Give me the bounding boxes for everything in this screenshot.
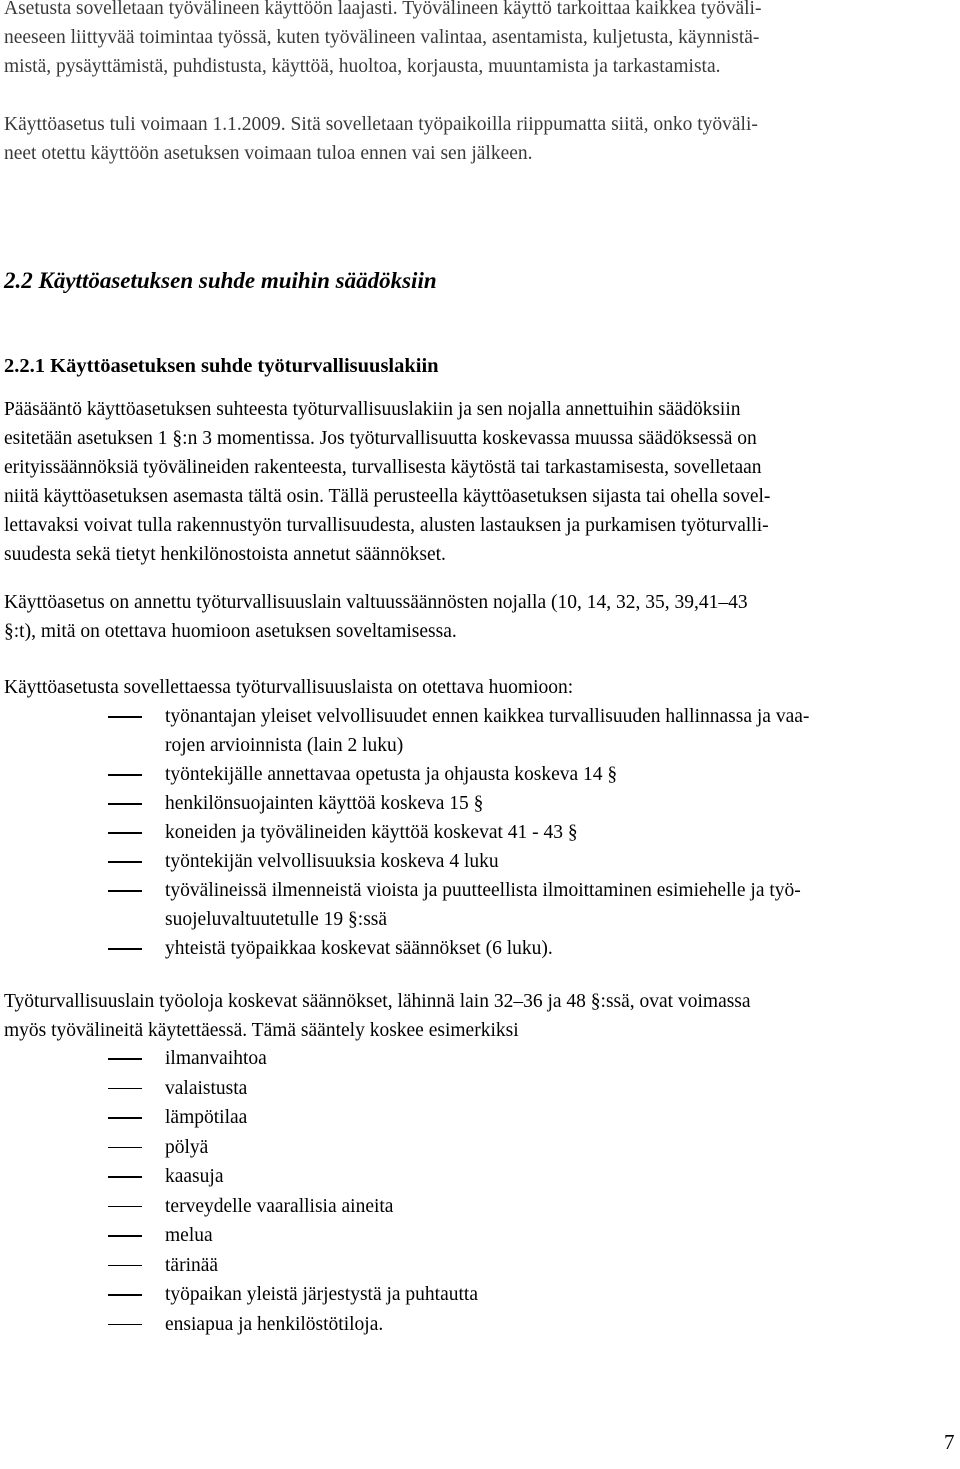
text-line: suudesta sekä tietyt henkilönostoista annetut säännökset. (4, 544, 446, 565)
dash-bullet-icon (108, 774, 142, 776)
intro-paragraph (4, 0, 944, 81)
list-item-text: työntekijän velvollisuuksia koskeva 4 luku (165, 851, 499, 872)
dash-bullet-icon (108, 861, 142, 863)
dash-bullet-icon (108, 716, 142, 718)
list-intro: Käyttöasetusta sovellettaessa työturvallisuuslaista on otettava huomioon: (4, 677, 574, 698)
page-number: 7 (944, 1430, 955, 1454)
text-line: esitetään asetuksen 1 §:n 3 momentissa. Jos työturvallisuutta koskevassa muussa säädöksessä on (4, 428, 757, 449)
text-line: Asetusta sovelletaan työvälineen käyttöön laajasti. Työvälineen käyttö tarkoittaa kaikkea työväli- (4, 0, 762, 19)
list-item-text: tärinää (165, 1254, 219, 1276)
paragraph-relation (4, 395, 944, 569)
dash-bullet-icon (108, 1117, 142, 1119)
dash-bullet-icon (108, 1324, 142, 1326)
list-item-text: koneiden ja työvälineiden käyttöä koskevat 41 - 43 § (165, 822, 578, 843)
section-heading: 2.2 Käyttöasetuksen suhde muihin säädöksiin (4, 268, 437, 293)
list-item-text: ilmanvaihtoa (165, 1048, 267, 1069)
list-item-text: terveydelle vaarallisia aineita (165, 1195, 394, 1217)
paragraph-work-conditions (4, 987, 944, 1045)
list-item-text: yhteistä työpaikkaa koskevat säännökset (6 luku). (165, 938, 553, 959)
dash-bullet-icon (108, 1176, 142, 1178)
text-line: neet otettu käyttöön asetuksen voimaan tuloa ennen vai sen jälkeen. (4, 143, 533, 164)
text-line: §:t), mitä on otettava huomioon asetuksen soveltamisessa. (4, 621, 457, 642)
text-line: niitä käyttöasetuksen asemasta tältä osin. Tällä perusteella käyttöasetuksen sijasta tai ohella sovel- (4, 486, 771, 507)
dash-bullet-icon (108, 1206, 142, 1208)
list-item-text: henkilönsuojainten käyttöä koskeva 15 § (165, 793, 484, 814)
text-line: neeseen liittyvää toimintaa työssä, kuten työvälineen valintaa, asentamista, kuljetusta, käynnistä- (4, 27, 760, 48)
text-line: erityissäännöksiä työvälineiden rakenteesta, turvallisesta käytöstä tai tarkastamisesta, sovelletaan (4, 457, 762, 478)
text-line: myös työvälineitä käytettäessä. Tämä sääntely koskee esimerkiksi (4, 1020, 519, 1041)
list-item-text: pölyä (165, 1136, 209, 1158)
dash-bullet-icon (108, 1058, 142, 1060)
list-item-text: rojen arvioinnista (lain 2 luku) (165, 735, 404, 756)
list-item-text: työpaikan yleistä järjestystä ja puhtautta (165, 1284, 478, 1305)
dash-bullet-icon (108, 1088, 142, 1090)
list-item-text: työvälineissä ilmenneistä vioista ja puutteellista ilmoittaminen esimiehelle ja työ- (165, 880, 801, 901)
list-item-text: ensiapua ja henkilöstötiloja. (165, 1313, 384, 1335)
text-line: mistä, pysäyttämistä, puhdistusta, käyttöä, huoltoa, korjausta, muuntamista ja tarkastamista. (4, 56, 721, 77)
dash-bullet-icon (108, 1265, 142, 1267)
dash-bullet-icon (108, 1294, 142, 1296)
list-item-text: työntekijälle annettavaa opetusta ja ohjausta koskeva 14 § (165, 764, 618, 785)
dash-bullet-icon (108, 832, 142, 834)
dash-bullet-icon (108, 890, 142, 892)
subsection-heading: 2.2.1 Käyttöasetuksen suhde työturvallisuuslakiin (4, 355, 439, 377)
text-line: Käyttöasetus tuli voimaan 1.1.2009. Sitä sovelletaan työpaikoilla riippumatta siitä, onko työväli- (4, 114, 758, 135)
validity-paragraph (4, 110, 944, 168)
text-line: Työturvallisuuslain työoloja koskevat säännökset, lähinnä lain 32–36 ja 48 §:ssä, ovat voimassa (4, 991, 751, 1012)
list-item-text: valaistusta (165, 1077, 248, 1099)
list-item-text: lämpötilaa (165, 1107, 248, 1128)
text-line: Pääsääntö käyttöasetuksen suhteesta työturvallisuuslakiin ja sen nojalla annettuihin säädöksiin (4, 399, 741, 420)
list-item-text: työnantajan yleiset velvollisuudet ennen kaikkea turvallisuuden hallinnassa ja vaa- (165, 706, 810, 727)
list-item-text: suojeluvaltuutetulle 19 §:ssä (165, 909, 388, 930)
dash-bullet-icon (108, 1147, 142, 1149)
dash-bullet-icon (108, 948, 142, 950)
text-line: lettavaksi voivat tulla rakennustyön turvallisuudesta, alusten lastauksen ja purkamisen työturvalli- (4, 515, 769, 536)
list-item-text: kaasuja (165, 1166, 224, 1187)
text-line: Käyttöasetus on annettu työturvallisuuslain valtuussäännösten nojalla (10, 14, 32, 35, 39,41–43 (4, 592, 748, 613)
dash-bullet-icon (108, 803, 142, 805)
list-item-text: melua (165, 1225, 213, 1246)
dash-bullet-icon (108, 1235, 142, 1237)
paragraph-authority (4, 588, 944, 646)
